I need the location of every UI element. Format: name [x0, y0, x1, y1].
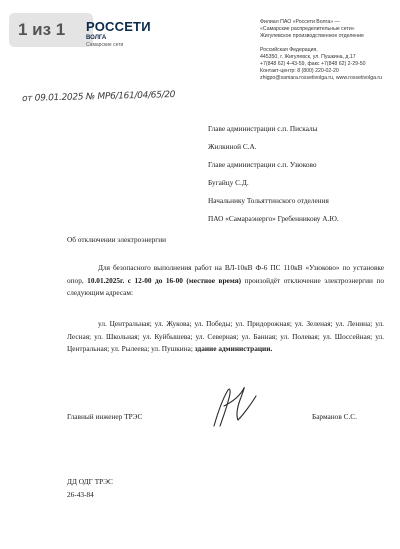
letterhead-line: «Самарские распределительные сети» — [260, 26, 355, 32]
addressee-line: ПАО «Самараэнерго» Гребенникову А.Ю. — [208, 214, 339, 223]
letterhead-spacer — [260, 40, 382, 47]
body-paragraph-1 — [67, 262, 384, 300]
footer-department: ДД ОДГ ТРЭС — [67, 477, 113, 486]
company-logo-division: ВОЛГА — [86, 35, 107, 41]
letterhead-line: Российская Федерация, — [260, 47, 318, 53]
body-text: произойдёт отключение электроэнергии по следующим адресам: — [67, 275, 385, 297]
company-logo-subtitle: Самарские сети — [86, 42, 124, 48]
footer-phone: 26-43-84 — [67, 490, 94, 499]
addressee-line: Главе администрации с.п. Пискалы — [208, 124, 318, 133]
letterhead-block — [260, 19, 382, 82]
letterhead-line: zhigpo@samara.rossetivolga.ru, www.rossetivolga.ru — [260, 75, 383, 81]
registration-number: от 09.01.2025 № МР6/161/04/65/20 — [21, 89, 176, 105]
body-text: Для безопасного выполнения работ на ВЛ-10кВ Ф-6 ПС 110кВ «Узюково» по установке опор, — [67, 263, 384, 285]
page-counter-label: 1 из 1 — [18, 20, 66, 39]
letterhead-line: +7(848 62) 4-43-59, факс +7(848 62) 2-29-50 — [260, 61, 366, 67]
handwritten-signature — [200, 382, 270, 432]
addressee-line: Начальнику Тольяттинского отделения — [208, 196, 329, 205]
outage-datetime: 10.01.2025г. с 12-00 до 16-00 (местное время) — [87, 275, 242, 285]
letterhead-line: Филиал ПАО «Россети Волга» — — [260, 19, 340, 25]
address-list: ул. Центральная; ул. Жукова; ул. Победы; ул. Придорожная; ул. Зеленая; ул. Ленина; ул. Лесная; ул. Школьная; ул. Куйбышева; ул. Северная; ул. Банная; ул. Полевая; ул. Шоссейная; ул. Центральная; ул. Рылеева; ул. Пушкина; — [67, 319, 384, 353]
letterhead-line: Контакт-центр: 8 (800) 220-02-20 — [260, 68, 339, 74]
addressee-line: Жилкиной С.А. — [208, 142, 257, 151]
signatory-title: Главный инженер ТРЭС — [67, 412, 143, 421]
letter-subject: Об отключении электроэнергии — [67, 235, 167, 244]
company-logo: РОССЕТИ — [86, 19, 151, 34]
addressee-line: Бугайцу С.Д. — [208, 178, 249, 187]
letterhead-line: 445350, г. Жигулевск, ул. Пушкина, д.17 — [260, 54, 356, 60]
address-list-bold: здание администрации. — [194, 344, 273, 353]
signatory-name: Барманов С.С. — [312, 412, 357, 421]
page-counter-badge — [9, 13, 93, 47]
letterhead-line: Жигулевское производственное отделение — [260, 33, 364, 39]
body-paragraph-2 — [67, 318, 384, 356]
addressee-line: Главе администрации с.п. Узюково — [208, 160, 317, 169]
